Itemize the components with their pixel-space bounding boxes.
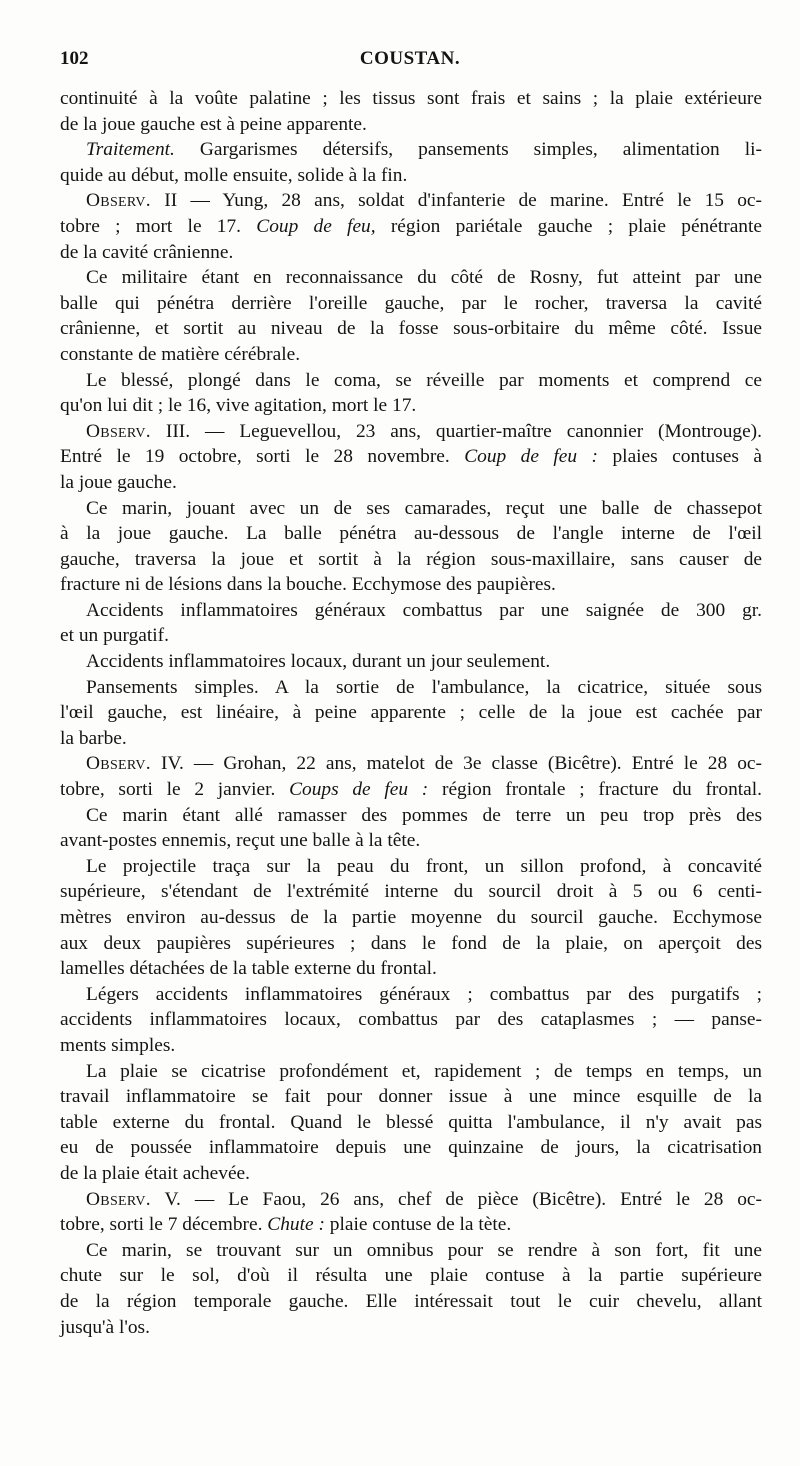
text-run: table externe du frontal. Quand le blessé quitta l'ambulance, il n'y avait pas <box>60 1111 762 1133</box>
text-line <box>60 163 762 189</box>
text-line <box>60 828 762 854</box>
text-run: qu'on lui dit ; le 16, vive agitation, mort le 17. <box>60 395 417 417</box>
text-line <box>60 265 762 291</box>
text-line <box>60 419 762 445</box>
text-line <box>60 675 762 701</box>
text-run: région frontale ; fracture du frontal. <box>428 779 763 801</box>
text-run: Le blessé, plongé dans le coma, se réveille par moments et comprend ce <box>86 369 762 391</box>
text-line <box>60 905 762 931</box>
text-run: de la plaie était achevée. <box>60 1162 251 1184</box>
text-run: l'œil gauche, est linéaire, à peine apparente ; celle de la joue est cachée par <box>60 702 762 724</box>
text-run: région pariétale gauche ; plaie pénétrante <box>375 215 762 237</box>
text-run: jusqu'à l'os. <box>60 1316 150 1338</box>
text-run: Accidents inflammatoires locaux, durant un jour seulement. <box>86 651 551 673</box>
text-line <box>60 521 762 547</box>
text-run: Accidents inflammatoires généraux combattus par une saignée de 300 gr. <box>86 599 762 621</box>
text-run: de la cavité crânienne. <box>60 241 234 263</box>
text-line <box>60 1059 762 1085</box>
text-run: tobre ; mort le 17. <box>60 215 257 237</box>
text-line <box>60 1315 762 1341</box>
text-run: Observ. <box>86 753 151 775</box>
text-line <box>60 854 762 880</box>
text-run: constante de matière cérébrale. <box>60 343 301 365</box>
text-run: Coups de feu : <box>289 779 429 801</box>
text-line <box>60 649 762 675</box>
text-run: avant-postes ennemis, reçut une balle à la tête. <box>60 830 421 852</box>
text-run: la joue gauche. <box>60 471 177 493</box>
text-run: plaie contuse de la tète. <box>324 1214 512 1236</box>
text-run: Entré le 19 octobre, sorti le 28 novembre. <box>60 446 465 468</box>
text-line <box>60 368 762 394</box>
text-run: Pansements simples. A la sortie de l'ambulance, la cicatrice, située sous <box>86 676 762 698</box>
text-line <box>60 240 762 266</box>
text-line <box>60 86 762 112</box>
text-line <box>60 1033 762 1059</box>
text-run: II — Yung, 28 ans, soldat d'infanterie de marine. Entré le 15 oc- <box>150 190 762 212</box>
text-run: IV. — Grohan, 22 ans, matelot de 3e classe (Bicêtre). Entré le 28 oc- <box>150 753 762 775</box>
text-line <box>60 291 762 317</box>
text-line <box>60 623 762 649</box>
text-line <box>60 112 762 138</box>
text-run: tobre, sorti le 7 décembre. <box>60 1214 268 1236</box>
text-run: plaies contuses à <box>598 446 762 468</box>
text-run: de la joue gauche est à peine apparente. <box>60 113 367 135</box>
body-text <box>60 86 762 1340</box>
text-line <box>60 1110 762 1136</box>
text-run: Observ. <box>86 1188 151 1210</box>
text-run: supérieure, s'étendant de l'extrémité interne du sourcil droit à 5 ou 6 centi- <box>60 881 762 903</box>
text-run: Légers accidents inflammatoires généraux ; combattus par des purgatifs ; <box>86 983 762 1005</box>
text-run: fracture ni de lésions dans la bouche. Ecchymose des paupières. <box>60 574 556 596</box>
text-line <box>60 547 762 573</box>
text-run: Coup de feu : <box>464 446 599 468</box>
text-run: continuité à la voûte palatine ; les tissus sont frais et sains ; la plaie extérieure <box>60 88 762 109</box>
text-run: travail inflammatoire se fait pour donner issue à une mince esquille de la <box>60 1086 762 1108</box>
page-number: 102 <box>60 48 89 69</box>
text-line <box>60 879 762 905</box>
text-run: V. — Le Faou, 26 ans, chef de pièce (Bicêtre). Entré le 28 oc- <box>150 1188 762 1210</box>
text-line <box>60 726 762 752</box>
text-line <box>60 137 762 163</box>
text-run: et un purgatif. <box>60 625 169 647</box>
text-run: accidents inflammatoires locaux, combattus par des cataplasmes ; — panse- <box>60 1009 762 1031</box>
text-line <box>60 1212 762 1238</box>
text-line <box>60 214 762 240</box>
text-line <box>60 803 762 829</box>
text-line <box>60 444 762 470</box>
text-line <box>60 470 762 496</box>
text-line <box>60 700 762 726</box>
text-run: chute sur le sol, d'où il résulta une plaie contuse à la partie supérieure <box>60 1265 762 1287</box>
text-run: de la région temporale gauche. Elle intéressait tout le cuir chevelu, allant <box>60 1290 762 1312</box>
running-head: COUSTAN. <box>359 48 461 69</box>
page-header <box>60 48 760 74</box>
text-line <box>60 1161 762 1187</box>
text-run: quide au début, molle ensuite, solide à la fin. <box>60 164 408 186</box>
text-run: Traitement. <box>86 139 175 161</box>
text-line <box>60 1135 762 1161</box>
text-run: Gargarismes détersifs, pansements simples, alimentation li- <box>174 139 762 161</box>
text-line <box>60 496 762 522</box>
text-line <box>60 342 762 368</box>
text-line <box>60 1289 762 1315</box>
text-run: lamelles détachées de la table externe du frontal. <box>60 958 437 980</box>
text-run: La plaie se cicatrise profondément et, rapidement ; de temps en temps, un <box>86 1060 762 1082</box>
text-line <box>60 1187 762 1213</box>
text-line <box>60 188 762 214</box>
text-run: la barbe. <box>60 727 127 749</box>
text-run: Coup de feu, <box>256 215 376 237</box>
text-run: Chute : <box>267 1214 325 1236</box>
text-run: gauche, traversa la joue et sortit à la région sous-maxillaire, sans causer de <box>60 548 762 570</box>
text-run: balle qui pénétra derrière l'oreille gauche, par le rocher, traversa la cavité <box>60 292 762 314</box>
text-run: Ce marin, jouant avec un de ses camarades, reçut une balle de chassepot <box>86 497 762 519</box>
text-line <box>60 751 762 777</box>
text-line <box>60 1084 762 1110</box>
text-line <box>60 982 762 1008</box>
text-run: mètres environ au-dessus de la partie moyenne du sourcil gauche. Ecchymose <box>60 907 762 928</box>
text-run: eu de poussée inflammatoire depuis une quinzaine de jours, la cicatrisation <box>60 1137 762 1159</box>
text-run: Ce militaire étant en reconnaissance du côté de Rosny, fut atteint par une <box>86 267 762 289</box>
text-line <box>60 316 762 342</box>
text-line <box>60 572 762 598</box>
text-run: Le projectile traça sur la peau du front, un sillon profond, à concavité <box>86 855 762 877</box>
text-line <box>60 1263 762 1289</box>
text-line <box>60 393 762 419</box>
text-line <box>60 1238 762 1264</box>
text-line <box>60 956 762 982</box>
text-line <box>60 1007 762 1033</box>
text-run: crânienne, et sortit au niveau de la fosse sous-orbitaire du même côté. Issue <box>60 318 762 340</box>
text-line <box>60 931 762 957</box>
text-line <box>60 598 762 624</box>
text-run: aux deux paupières supérieures ; dans le fond de la plaie, on aperçoit des <box>60 932 762 954</box>
text-run: Ce marin étant allé ramasser des pommes de terre un peu trop près des <box>86 804 762 826</box>
text-line <box>60 777 762 803</box>
text-run: à la joue gauche. La balle pénétra au-dessous de l'angle interne de l'œil <box>60 523 762 545</box>
text-run: III. — Leguevellou, 23 ans, quartier-maître canonnier (Montrouge). <box>150 420 762 442</box>
text-run: Observ. <box>86 190 151 212</box>
text-run: Ce marin, se trouvant sur un omnibus pour se rendre à son fort, fit une <box>86 1239 762 1261</box>
text-run: Observ. <box>86 420 151 442</box>
text-run: ments simples. <box>60 1034 176 1056</box>
text-run: tobre, sorti le 2 janvier. <box>60 779 290 801</box>
